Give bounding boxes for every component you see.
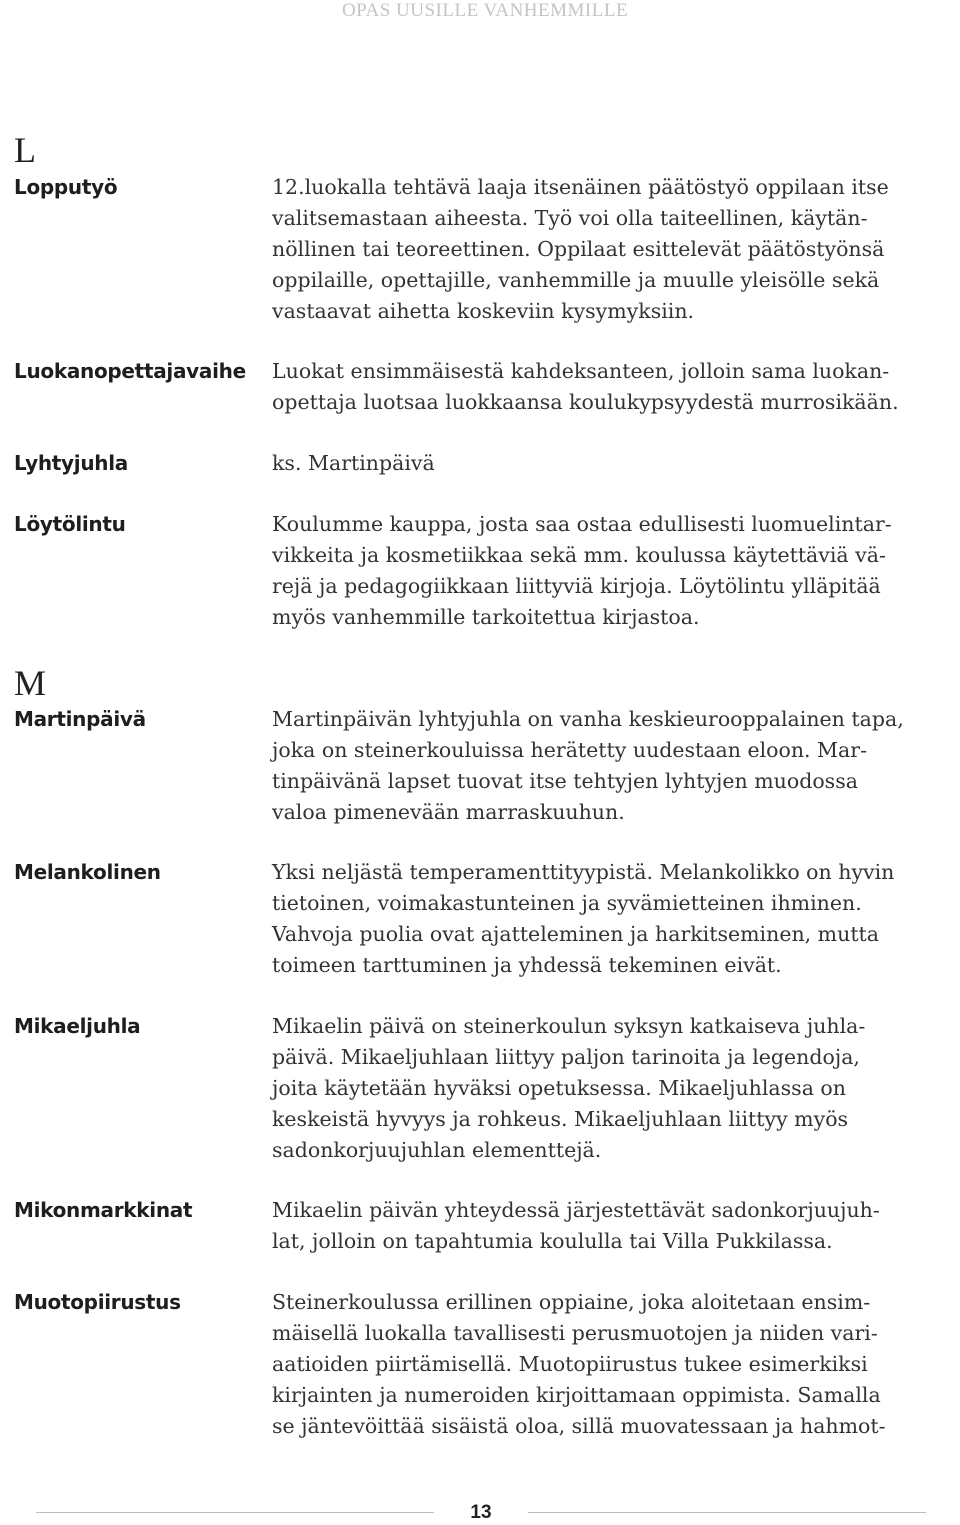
section-letter-m: M <box>14 663 47 703</box>
term-mikaeljuhla: Mikaeljuhla <box>14 1014 141 1038</box>
term-melankolinen: Melankolinen <box>14 860 161 884</box>
definition-lyhtyjuhla: ks. Martinpäivä <box>272 451 435 475</box>
definition-muotopiirustus: Steinerkoulussa erillinen oppiaine, joka aloitetaan ensim- mäisellä luokalla tavallisesti perusmuotojen ja niiden vari- aatioiden piirtämisellä. Muotopiirustus tukee esimerkiksi kirjainten ja numeroiden kirjoittamaan oppimista. Samalla se jäntevöittää sisäistä oloa, sillä muovatessaan ja hahmot- <box>272 1290 886 1438</box>
definition-lopputyo: 12.luokalla tehtävä laaja itsenäinen päätöstyö oppilaan itse valitsemastaan aiheesta. Työ voi olla taiteellinen, käytän- nöllinen tai teoreettinen. Oppilaat esittelevät päätöstyönsä oppilaille, opettajille, vanhemmille ja muulle yleisölle sekä vastaavat aihetta koskeviin kysymyksiin. <box>272 175 889 323</box>
definition-loytolintu: Koulumme kauppa, josta saa ostaa edullisesti luomuelintar- vikkeita ja kosmetiikkaa sekä mm. koulussa käytettäviä vä- rejä ja pedagogiikkaan liittyviä kirjoja. Löytölintu ylläpitää myös vanhemmille tarkoitettua kirjastoa. <box>272 512 892 629</box>
term-martinpaiva: Martinpäivä <box>14 707 146 731</box>
definition-mikonmarkkinat: Mikaelin päivän yhteydessä järjestettävät sadonkorjuujuh- lat, jolloin on tapahtumia koululla tai Villa Pukkilassa. <box>272 1198 880 1253</box>
term-luokanopettajavaihe: Luokanopettajavaihe <box>14 359 246 383</box>
running-header: OPAS UUSILLE VANHEMMILLE <box>341 0 629 21</box>
definition-melankolinen: Yksi neljästä temperamenttityypistä. Melankolikko on hyvin tietoinen, voimakastunteinen ja syvämietteinen ihminen. Vahvoja puolia ovat ajatteleminen ja harkitseminen, mutta toimeen tarttuminen ja yhdessä tekeminen eivät. <box>272 860 895 977</box>
term-mikonmarkkinat: Mikonmarkkinat <box>14 1198 193 1222</box>
section-letter-l: L <box>14 130 36 170</box>
footer-rule-left <box>36 1512 434 1513</box>
page-number: 13 <box>470 1502 492 1523</box>
page-footer <box>0 1500 960 1524</box>
term-loytolintu: Löytölintu <box>14 512 126 536</box>
term-lopputyo: Lopputyö <box>14 175 118 199</box>
footer-rule-right <box>528 1512 926 1513</box>
term-lyhtyjuhla: Lyhtyjuhla <box>14 451 128 475</box>
term-muotopiirustus: Muotopiirustus <box>14 1290 181 1314</box>
definition-martinpaiva: Martinpäivän lyhtyjuhla on vanha keskieurooppalainen tapa, joka on steinerkouluissa herätetty uudestaan eloon. Mar- tinpäivänä lapset tuovat itse tehtyjen lyhtyjen muodossa valoa pimenevään marraskuuhun. <box>272 707 904 824</box>
definition-mikaeljuhla: Mikaelin päivä on steinerkoulun syksyn katkaiseva juhla- päivä. Mikaeljuhlaan liittyy paljon tarinoita ja legendoja, joita käytetään hyväksi opetuksessa. Mikaeljuhlassa on keskeistä hyvyys ja rohkeus. Mikaeljuhlaan liittyy myös sadonkorjuujuhlan elementtejä. <box>272 1014 866 1162</box>
definition-luokanopettajavaihe: Luokat ensimmäisestä kahdeksanteen, jolloin sama luokan- opettaja luotsaa luokkaansa koulukypsyydestä murrosikään. <box>272 359 899 414</box>
